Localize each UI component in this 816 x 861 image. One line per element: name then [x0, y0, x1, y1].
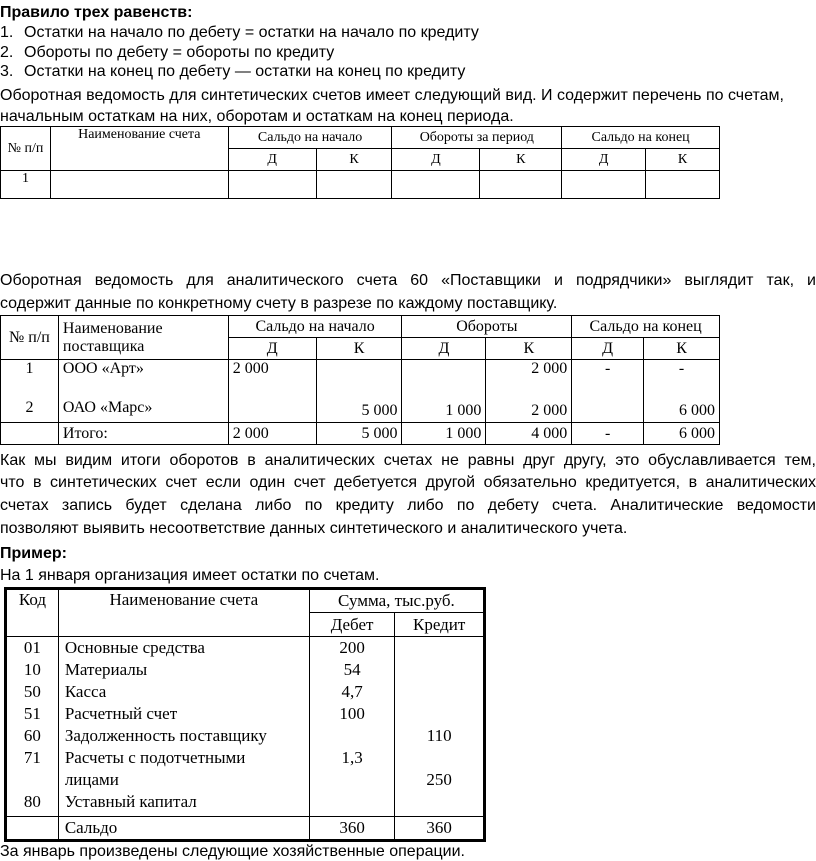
cell-value: 2 000 — [232, 360, 269, 377]
opening-balances-table — [4, 587, 486, 842]
header-credit: К — [316, 149, 392, 171]
header-credit: К — [316, 338, 402, 360]
header-debit: Д — [228, 149, 316, 171]
cell-value — [316, 791, 389, 813]
rule-item-text: Остатки на конец по дебету — остатки на конец по кредиту — [24, 63, 466, 80]
account-code: 71 — [23, 748, 41, 767]
total-label: Итого: — [58, 423, 228, 445]
table-row — [1, 360, 720, 423]
header-turnover: Обороты за период — [392, 127, 562, 149]
para3-line2: что в синтетических счет если один счет дебетуется другой обязательно кредитуется, в аналитических — [0, 474, 816, 491]
account-name: Уставный капитал — [64, 792, 197, 811]
para3-line4: позволяют выявить несоответствие данных синтетического и аналитического учета. — [0, 520, 628, 537]
cell-value: - — [572, 423, 644, 445]
para3-line1: Как мы видим итоги оборотов в аналитических счетах не равны друг другу, это обуславливается тем, — [0, 452, 816, 469]
header-credit: К — [644, 338, 720, 360]
cell-value: 1 000 — [445, 402, 482, 419]
account-code: 10 — [23, 660, 41, 679]
account-name: Расчеты с подотчетными — [64, 748, 246, 767]
cell-value — [316, 769, 389, 791]
rule-title: Правило трех равенств: — [0, 4, 193, 21]
rule-item-1 — [0, 23, 479, 42]
supplier-name: ОАО «Марс» — [62, 399, 153, 416]
header-supplier-name: Наименование поставщика — [58, 316, 228, 360]
header-code: Код — [6, 589, 59, 637]
account-name: Расчетный счет — [64, 704, 178, 723]
table-total-row — [1, 423, 720, 445]
rule-item-text: Обороты по дебету = обороты по кредиту — [24, 44, 335, 61]
cell-value: 100 — [339, 704, 365, 723]
para1-line2: начальным остаткам на них, оборотам и остаткам на конец периода. — [0, 108, 514, 125]
cell-value: - — [604, 360, 611, 377]
para1-line1: Оборотная ведомость для синтетических счетов имеет следующий вид. И содержит перечень по счетам, — [0, 87, 784, 104]
example-title: Пример: — [0, 545, 67, 562]
rule-item-2 — [0, 43, 334, 62]
para3-line3: счетах запись будет сделана либо по кредиту либо по дебету счета. Аналитические ведомости — [0, 497, 816, 514]
account-name: Задолженность поставщику — [64, 726, 267, 745]
header-credit: К — [486, 338, 572, 360]
header-opening-balance: Сальдо на начало — [228, 127, 392, 149]
header-debit: Д — [562, 149, 646, 171]
total-label: Сальдо — [58, 817, 309, 841]
rule-item-3 — [0, 62, 465, 81]
header-opening-balance: Сальдо на начало — [228, 316, 402, 338]
rule-item-number: 1. — [0, 24, 14, 41]
supplier-name: ООО «Арт» — [62, 360, 144, 377]
cell-value: 2 000 — [228, 423, 316, 445]
cell-value: 1,3 — [341, 748, 363, 767]
header-debit: Д — [402, 338, 486, 360]
table-row — [6, 637, 485, 817]
cell-value — [401, 637, 477, 659]
rule-item-text: Остатки на начало по дебету = остатки на начало по кредиту — [24, 24, 479, 41]
table-row — [1, 171, 720, 199]
cell-value: 6 000 — [679, 402, 715, 419]
account-name: Материалы — [64, 660, 148, 679]
account-code: 01 — [23, 638, 41, 657]
cell-value — [316, 725, 389, 747]
example-intro: На 1 января организация имеет остатки по счетам. — [0, 567, 380, 584]
cell-value: 4 000 — [486, 423, 572, 445]
account-name: Касса — [64, 682, 107, 701]
header-number: № п/п — [1, 127, 51, 171]
cell-value: 2 000 — [531, 402, 568, 419]
row-number: 1 — [25, 360, 34, 377]
cell-value — [401, 659, 477, 681]
header-closing-balance: Сальдо на конец — [562, 127, 720, 149]
account-code — [13, 769, 52, 791]
header-debit: Д — [228, 338, 316, 360]
header-debit: Д — [572, 338, 644, 360]
header-account-name: Наименование счета — [50, 127, 228, 171]
cell-value — [406, 360, 481, 381]
header-credit: Кредит — [395, 613, 485, 637]
header-credit: К — [646, 149, 720, 171]
account-code: 80 — [23, 792, 41, 811]
cell-value — [321, 360, 398, 381]
cell-value: 200 — [339, 638, 365, 657]
account-name: лицами — [64, 770, 119, 789]
header-closing-balance: Сальдо на конец — [572, 316, 720, 338]
cell-value: 4,7 — [341, 682, 363, 701]
cell-value: 360 — [395, 817, 485, 841]
cell-value: 6 000 — [644, 423, 720, 445]
synthetic-turnover-table — [0, 126, 720, 199]
header-debit: Дебет — [309, 613, 395, 637]
cell-value: 1 000 — [402, 423, 486, 445]
analytical-turnover-table — [0, 315, 720, 445]
rule-item-number: 2. — [0, 44, 14, 61]
header-debit: Д — [392, 149, 480, 171]
cell-value — [401, 703, 477, 725]
cell-value — [401, 791, 477, 813]
cell-value: 54 — [343, 660, 361, 679]
header-account-name: Наименование счета — [58, 589, 309, 637]
para2-line2: содержит данные по конкретному счету в разрезе по каждому поставщику. — [0, 295, 558, 312]
row-number: 1 — [1, 171, 51, 199]
header-sum: Сумма, тыс.руб. — [309, 589, 484, 613]
cell-value: 110 — [426, 726, 452, 745]
table-total-row — [6, 817, 485, 841]
rule-item-number: 3. — [0, 63, 14, 80]
account-code: 60 — [23, 726, 41, 745]
header-turnover: Обороты — [402, 316, 572, 338]
cell-value: 5 000 — [361, 402, 398, 419]
cell-value — [401, 747, 477, 769]
cell-value: 360 — [309, 817, 395, 841]
cell-value: 2 000 — [531, 360, 568, 377]
header-credit: К — [480, 149, 562, 171]
account-name: Основные средства — [64, 638, 205, 657]
header-number: № п/п — [1, 316, 59, 360]
example-outro: За январь произведены следующие хозяйственные операции. — [0, 843, 465, 860]
para2-line1: Оборотная ведомость для аналитического счета 60 «Поставщики и подрядчики» выглядит так, и — [0, 272, 816, 289]
row-number: 2 — [25, 399, 34, 416]
cell-value — [401, 681, 477, 703]
cell-value: 250 — [426, 770, 452, 789]
account-code: 51 — [23, 704, 41, 723]
account-code: 50 — [23, 682, 41, 701]
cell-value: 5 000 — [316, 423, 402, 445]
cell-value: - — [678, 360, 685, 377]
